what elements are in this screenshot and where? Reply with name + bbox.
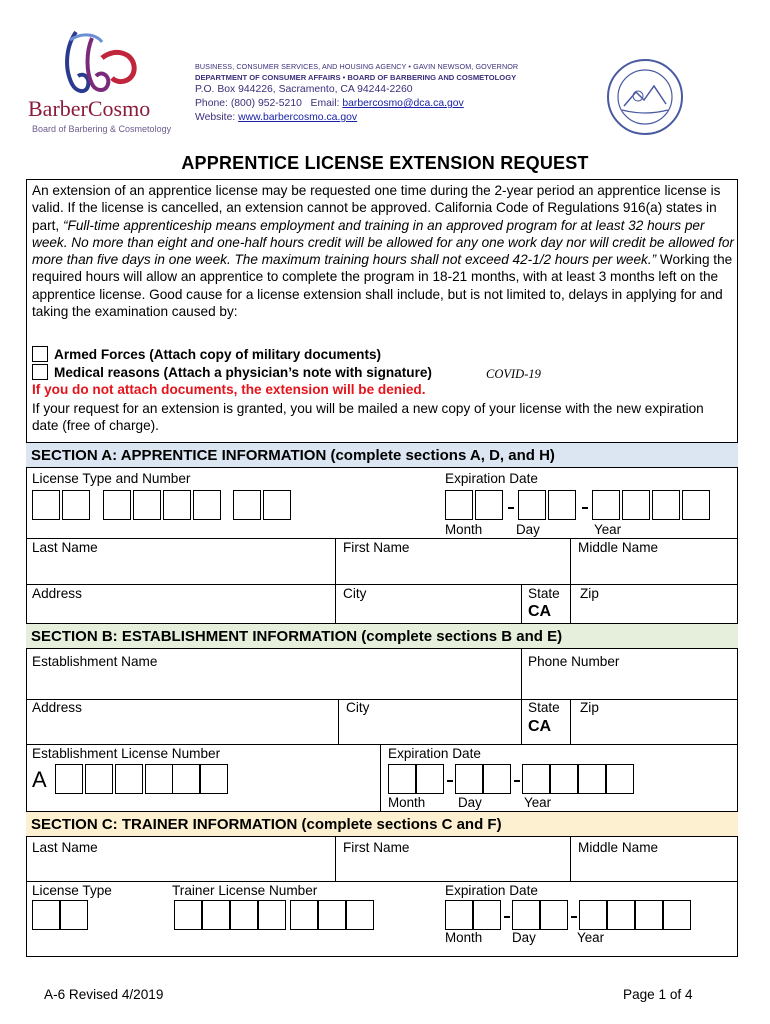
establishment-license-box[interactable]: [85, 764, 113, 794]
trainer-license-box[interactable]: [202, 900, 230, 930]
mailing-address: P.O. Box 944226, Sacramento, CA 94244-2260: [195, 84, 413, 95]
armed-forces-checkbox[interactable]: [32, 346, 48, 362]
date-separator: [504, 916, 510, 918]
trainer-license-number-label: Trainer License Number: [172, 883, 318, 898]
license-number-box[interactable]: [193, 490, 221, 520]
agency-line: BUSINESS, CONSUMER SERVICES, AND HOUSING AGENCY • GAVIN NEWSOM, GOVERNOR: [195, 62, 519, 71]
b-city-label: City: [346, 700, 370, 715]
c-expiration-label: Expiration Date: [445, 883, 538, 898]
divider: [26, 699, 738, 700]
license-type-number-label: License Type and Number: [32, 471, 191, 486]
establishment-name-label: Establishment Name: [32, 654, 158, 669]
a-day-box[interactable]: [518, 490, 546, 520]
b-state-label: State: [528, 700, 560, 715]
c-month-label: Month: [445, 930, 483, 945]
c-license-type-label: License Type: [32, 883, 112, 898]
covid-note: COVID-19: [486, 367, 541, 381]
establishment-license-box[interactable]: [200, 764, 228, 794]
divider: [570, 837, 571, 881]
trainer-license-box[interactable]: [346, 900, 374, 930]
date-separator: [571, 916, 577, 918]
c-year-box[interactable]: [607, 900, 635, 930]
divider: [521, 699, 522, 744]
c-last-name-label: Last Name: [32, 840, 98, 855]
a-year-label: Year: [594, 522, 622, 537]
medical-label: Medical reasons (Attach a physician’s note with signature): [54, 365, 432, 380]
medical-checkbox[interactable]: [32, 364, 48, 380]
b-year-box[interactable]: [550, 764, 578, 794]
b-address-label: Address: [32, 700, 82, 715]
contact-line: [195, 98, 464, 109]
divider: [335, 538, 336, 584]
trainer-license-box[interactable]: [258, 900, 286, 930]
license-number-box[interactable]: [263, 490, 291, 520]
divider: [26, 744, 738, 745]
a-expiration-label: Expiration Date: [445, 471, 538, 486]
c-year-label: Year: [577, 930, 605, 945]
a-month-label: Month: [445, 522, 483, 537]
a-day-label: Day: [516, 522, 540, 537]
option-armed-forces: [32, 346, 381, 362]
c-month-box[interactable]: [473, 900, 501, 930]
section-c-heading: SECTION C: TRAINER INFORMATION (complete sections C and F): [26, 811, 738, 837]
c-license-type-box[interactable]: [60, 900, 88, 930]
b-zip-label: Zip: [580, 700, 599, 715]
phone-text: Phone: (800) 952-5210: [195, 98, 302, 109]
b-state-value: CA: [528, 718, 552, 735]
divider: [521, 649, 522, 699]
b-month-box[interactable]: [416, 764, 444, 794]
b-year-box[interactable]: [606, 764, 634, 794]
c-first-name-label: First Name: [343, 840, 410, 855]
form-id: A-6 Revised 4/2019: [44, 987, 164, 1002]
license-number-box[interactable]: [233, 490, 261, 520]
armed-forces-label: Armed Forces (Attach copy of military documents): [54, 347, 382, 362]
a-year-box[interactable]: [652, 490, 680, 520]
date-separator: [514, 780, 520, 782]
license-number-box[interactable]: [163, 490, 191, 520]
license-number-box[interactable]: [133, 490, 161, 520]
c-month-box[interactable]: [445, 900, 473, 930]
establishment-license-box[interactable]: [115, 764, 143, 794]
divider: [570, 584, 571, 623]
b-expiration-label: Expiration Date: [388, 746, 481, 761]
intro-paragraph: [32, 182, 734, 320]
trainer-license-box[interactable]: [174, 900, 202, 930]
date-separator: [447, 780, 453, 782]
license-type-box[interactable]: [32, 490, 60, 520]
a-year-box[interactable]: [622, 490, 650, 520]
website-line: [195, 112, 357, 123]
license-type-box[interactable]: [62, 490, 90, 520]
grant-note: If your request for an extension is granted, you will be mailed a new copy of your license with the new expiration date (free of charge).: [32, 401, 704, 434]
a-last-name-label: Last Name: [32, 540, 98, 555]
a-year-box[interactable]: [592, 490, 620, 520]
divider: [570, 699, 571, 744]
warning-text: If you do not attach documents, the extension will be denied.: [32, 382, 426, 397]
intro-text-a: An extension of an apprentice license may be requested one time during the 2-year period an apprentice license is valid. If the license is cancelled, an extension cannot be approved. California Code of Regulations 916(a) states in part,: [32, 183, 721, 233]
a-city-label: City: [343, 586, 367, 601]
c-year-box[interactable]: [663, 900, 691, 930]
b-year-box[interactable]: [522, 764, 550, 794]
divider: [26, 584, 738, 585]
a-zip-label: Zip: [580, 586, 599, 601]
divider: [570, 538, 571, 584]
c-day-box[interactable]: [540, 900, 568, 930]
a-month-box[interactable]: [445, 490, 473, 520]
divider: [26, 538, 738, 539]
c-middle-name-label: Middle Name: [578, 840, 659, 855]
divider: [335, 584, 336, 623]
state-seal-icon: [606, 58, 684, 136]
website-link[interactable]: www.barbercosmo.ca.gov: [238, 112, 358, 123]
license-prefix: A: [32, 767, 47, 792]
a-first-name-label: First Name: [343, 540, 410, 555]
c-day-box[interactable]: [512, 900, 540, 930]
phone-number-label: Phone Number: [528, 654, 620, 669]
logo-text: BarberCosmo: [28, 96, 151, 121]
department-line: DEPARTMENT OF CONSUMER AFFAIRS • BOARD OF BARBERING AND COSMETOLOGY: [195, 73, 517, 82]
c-day-label: Day: [512, 930, 536, 945]
establishment-license-label: Establishment License Number: [32, 746, 221, 761]
trainer-license-box[interactable]: [230, 900, 258, 930]
divider: [521, 584, 522, 623]
date-separator: [582, 507, 588, 509]
a-year-box[interactable]: [682, 490, 710, 520]
license-number-box[interactable]: [103, 490, 131, 520]
section-a-heading: SECTION A: APPRENTICE INFORMATION (complete sections A, D, and H): [26, 442, 738, 468]
date-separator: [508, 507, 514, 509]
intro-text-b: Working the required hours will allow an apprentice to complete the program in 18-21 months, with at least 3 months left on the apprentice license. Good cause for a license extension shall include, but is not limited to, delays in applying for and taking the examination caused by:: [32, 252, 733, 320]
b-day-label: Day: [458, 795, 482, 810]
divider: [380, 744, 381, 811]
page-number: Page 1 of 4: [623, 987, 693, 1002]
board-logo: [28, 28, 172, 138]
b-day-box[interactable]: [455, 764, 483, 794]
b-day-box[interactable]: [483, 764, 511, 794]
b-month-label: Month: [388, 795, 426, 810]
logo-subtitle: Board of Barbering & Cosmetology: [32, 124, 172, 134]
b-year-box[interactable]: [578, 764, 606, 794]
page-title: APPRENTICE LICENSE EXTENSION REQUEST: [181, 153, 589, 173]
establishment-license-box[interactable]: [55, 764, 83, 794]
a-middle-name-label: Middle Name: [578, 540, 659, 555]
establishment-license-box[interactable]: [172, 764, 200, 794]
trainer-license-box[interactable]: [290, 900, 318, 930]
b-month-box[interactable]: [388, 764, 416, 794]
email-link[interactable]: barbercosmo@dca.ca.gov: [342, 98, 464, 109]
intro-quote: “Full-time apprenticeship means employment and training in an approved program for at least 32 hours per week. No more than eight and one-half hours credit will be allowed for any one work day nor will credit be allowed for more than five days in one week. The maximum training hours shall not exceed 42-1/2 hours per week.”: [32, 217, 734, 268]
section-b-heading: SECTION B: ESTABLISHMENT INFORMATION (complete sections B and E): [26, 623, 738, 649]
a-day-box[interactable]: [548, 490, 576, 520]
c-year-box[interactable]: [635, 900, 663, 930]
email-label: Email:: [310, 98, 340, 109]
trainer-license-box[interactable]: [318, 900, 346, 930]
b-year-label: Year: [524, 795, 552, 810]
c-license-type-box[interactable]: [32, 900, 60, 930]
c-year-box[interactable]: [579, 900, 607, 930]
divider: [26, 881, 738, 882]
divider: [335, 837, 336, 881]
divider: [338, 699, 339, 744]
website-label: Website:: [195, 112, 236, 123]
establishment-license-box[interactable]: [145, 764, 173, 794]
logo-swoosh-icon: [62, 28, 142, 98]
option-medical: [32, 364, 432, 380]
a-address-label: Address: [32, 586, 82, 601]
a-state-label: State: [528, 586, 560, 601]
a-state-value: CA: [528, 603, 552, 620]
a-month-box[interactable]: [475, 490, 503, 520]
